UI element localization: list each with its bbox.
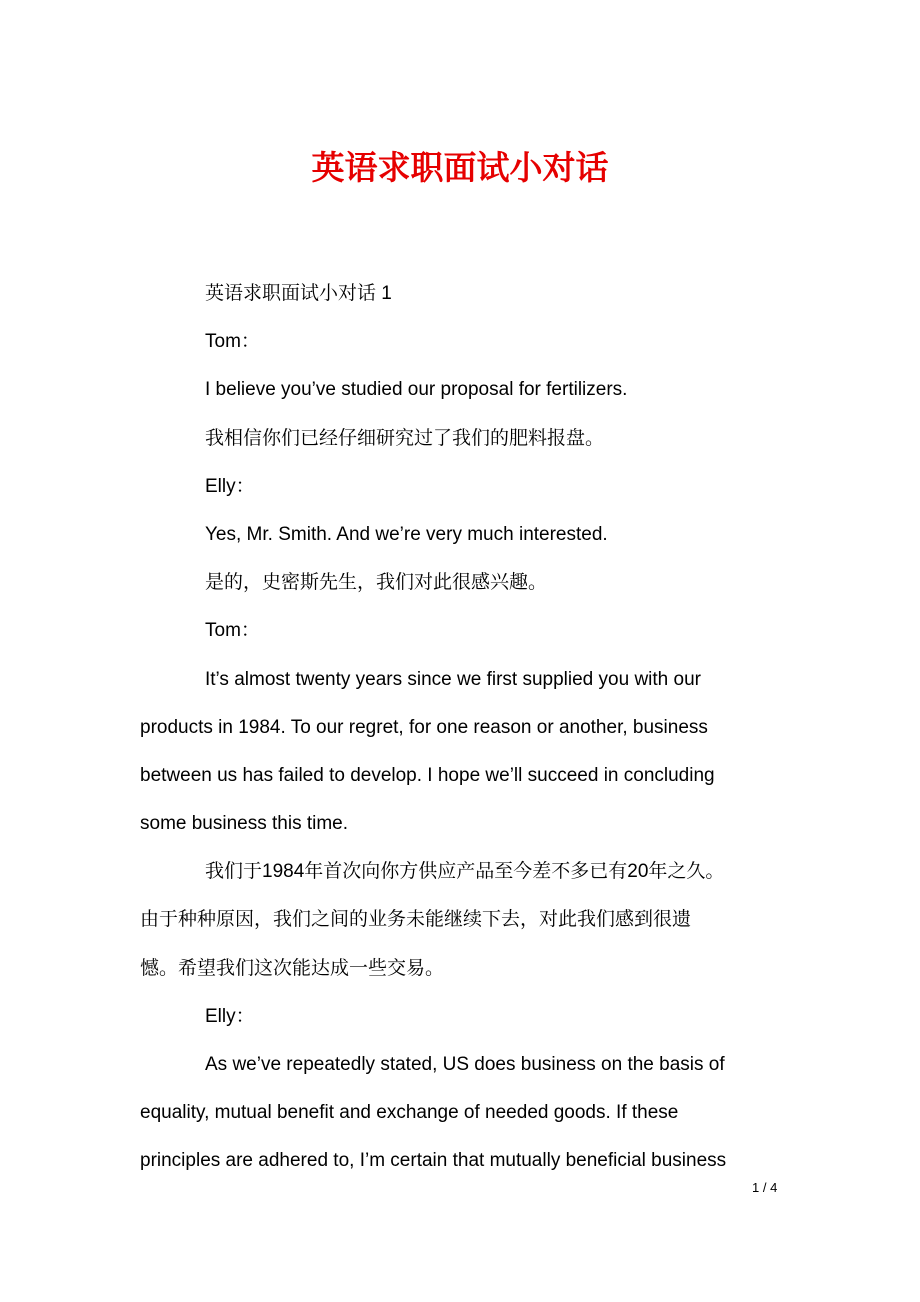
text-line: principles are adhered to, I’m certain that mutually beneficial business [140,1150,727,1172]
text-line: between us has failed to develop. I hope we’ll succeed in concluding [140,764,715,786]
text-line: 是的，史密斯先生，我们对此很感兴趣。 [205,572,548,594]
text-line: Elly： [205,475,255,497]
document-title: 英语求职面试小对话 [311,148,609,187]
text-line: As we’ve repeatedly stated, US does business on the basis of [205,1054,725,1075]
text-line: 由于种种原因，我们之间的业务未能继续下去，对此我们感到很遗 [140,909,692,931]
paragraph [140,366,800,414]
text-line: 英语求职面试小对话 1 [205,283,392,304]
paragraph [140,559,800,607]
paragraph [140,318,800,366]
paragraph [140,270,800,318]
page-number: 1 / 4 [752,1180,778,1195]
paragraph [140,607,800,655]
text-line: Tom： [205,620,260,642]
paragraph [140,511,800,559]
text-line: products in 1984. To our regret, for one reason or another, business [140,716,708,738]
text-line: 我相信你们已经仔细研究过了我们的肥料报盘。 [205,427,605,449]
text-line: some business this time. [140,813,349,835]
text-line: equality, mutual benefit and exchange of needed goods. If these [140,1102,679,1124]
paragraph [140,993,800,1041]
text-line: 憾。希望我们这次能达成一些交易。 [140,957,445,979]
text-line: Tom： [205,331,260,353]
paragraph [140,1041,800,1186]
text-line: Elly： [205,1005,255,1027]
document-body [140,270,800,1186]
text-line: 我们于1984年首次向你方供应产品至今差不多已有20年之久。 [205,861,725,883]
paragraph [140,848,800,993]
paragraph [140,415,800,463]
text-line: It’s almost twenty years since we first supplied you with our [205,668,701,690]
paragraph [140,656,800,849]
text-line: Yes, Mr. Smith. And we’re very much interested. [205,523,608,545]
paragraph [140,463,800,511]
text-line: I believe you’ve studied our proposal for fertilizers. [205,379,628,401]
